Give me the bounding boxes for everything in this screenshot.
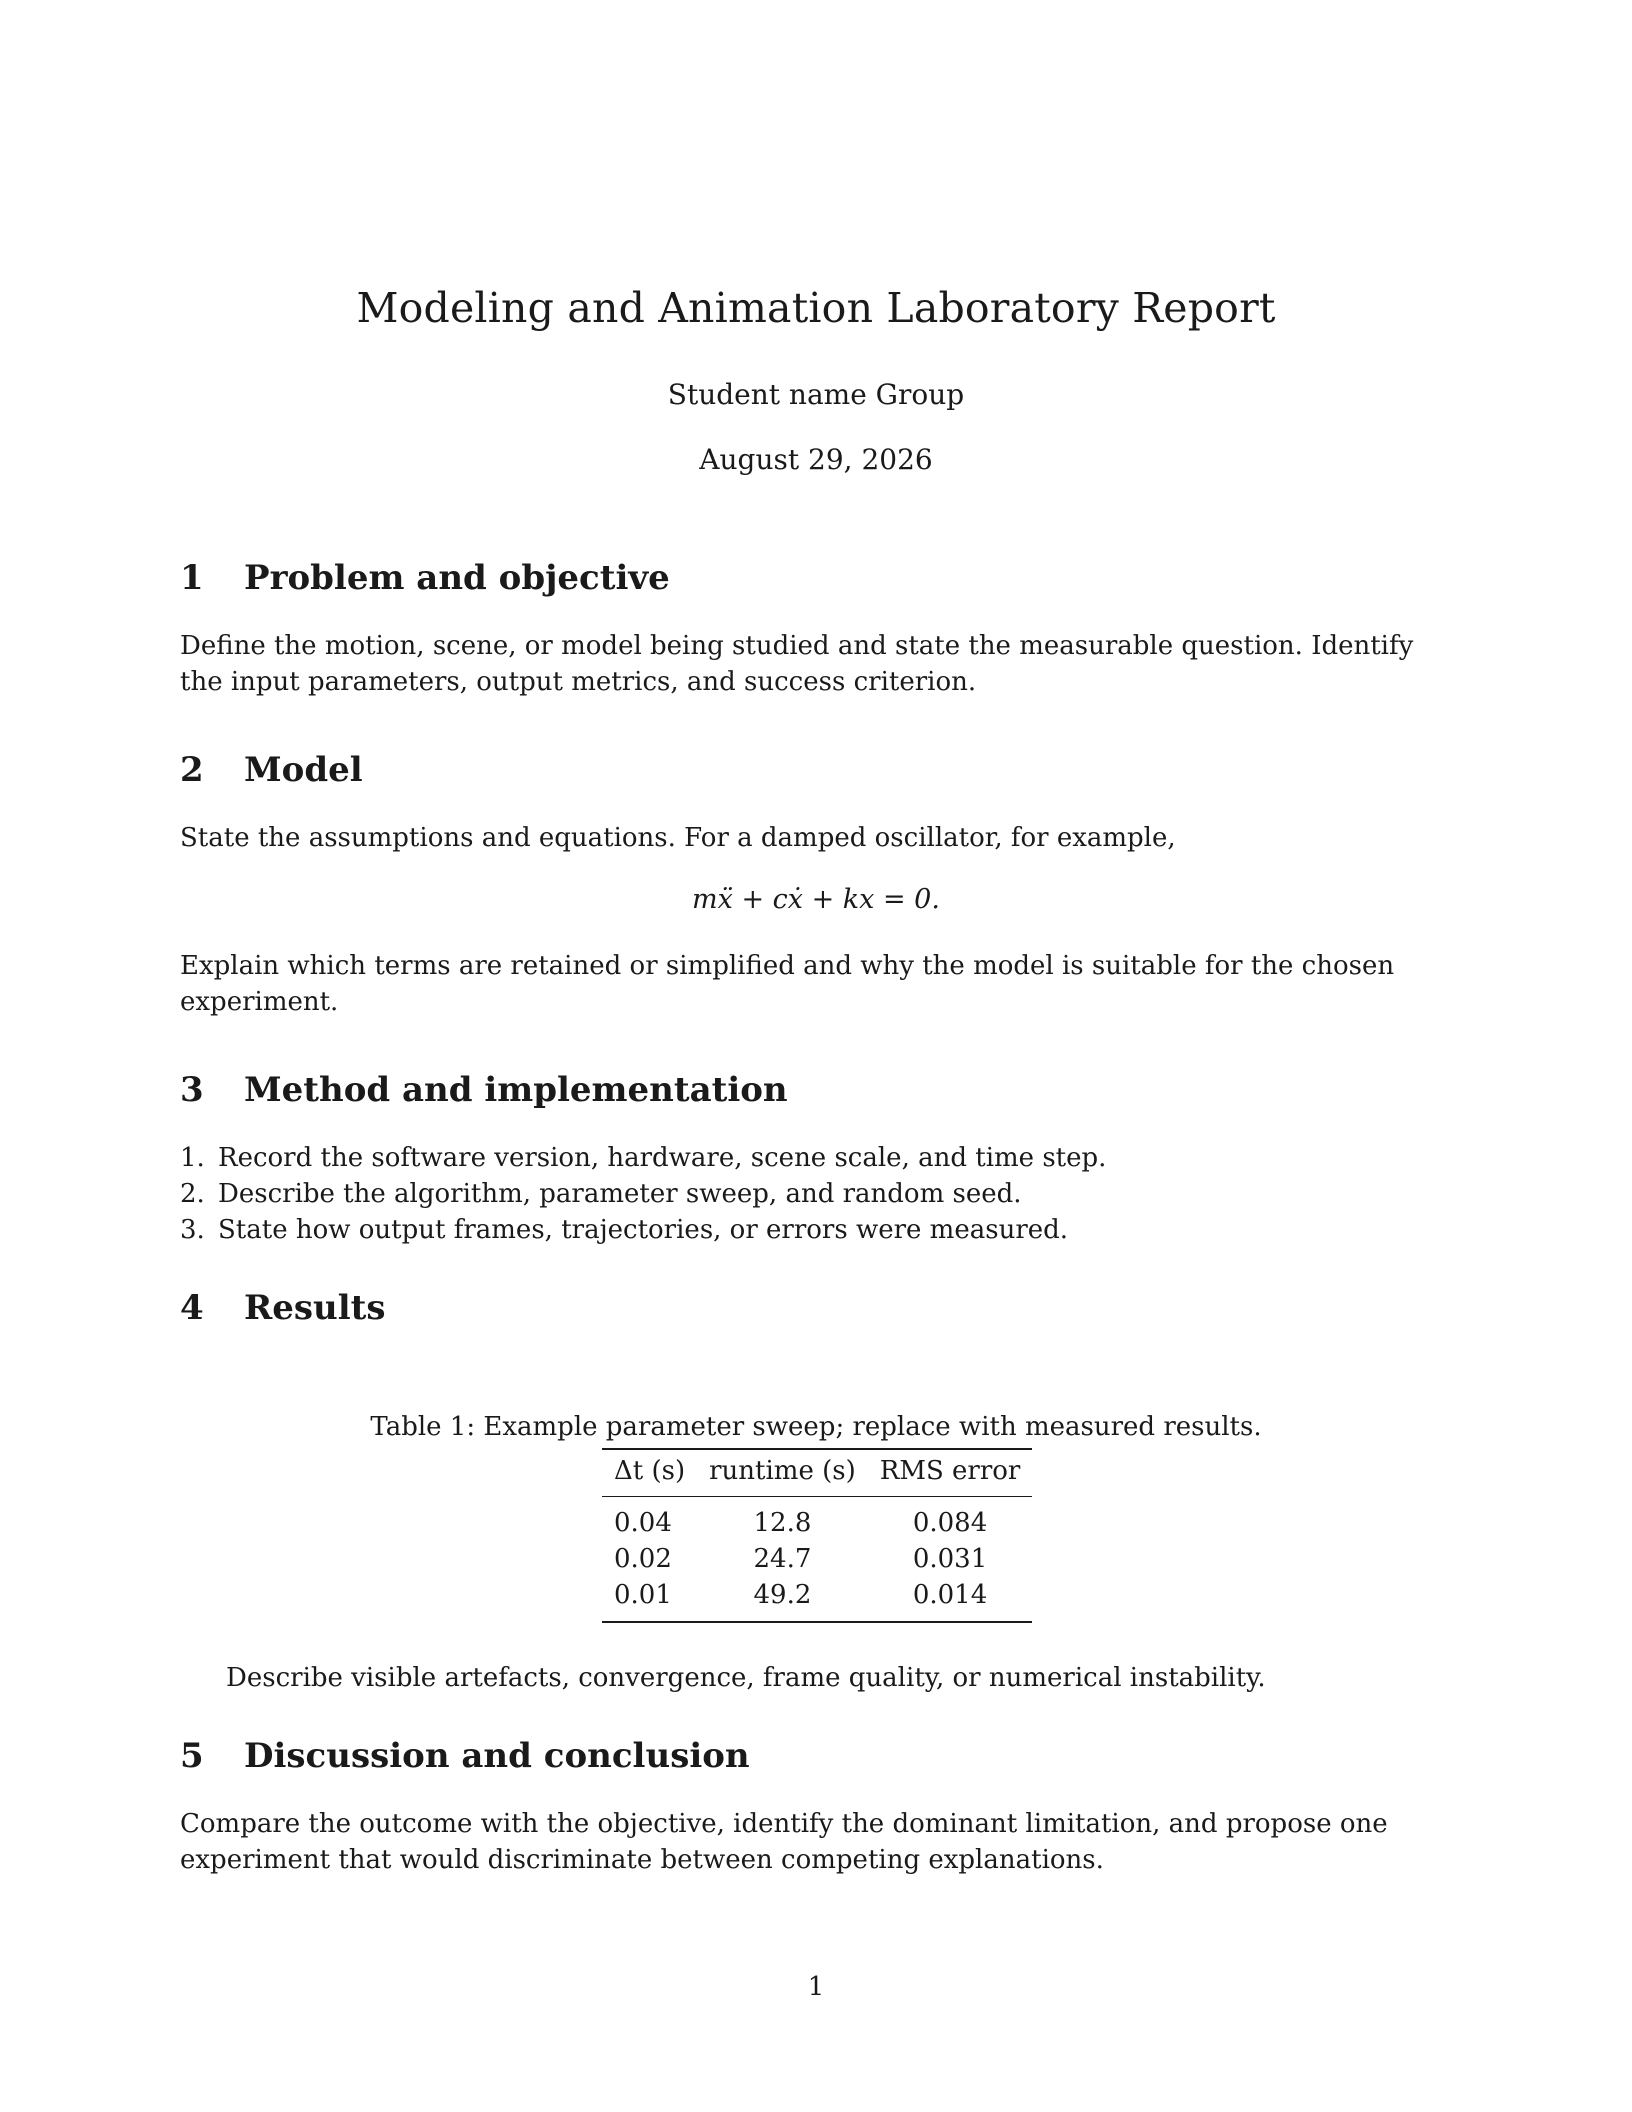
section-title: Method and implementation	[244, 1070, 788, 1110]
table-cell: 12.8	[753, 1508, 812, 1538]
section-title: Discussion and conclusion	[244, 1736, 750, 1776]
section-number: 2	[180, 750, 204, 790]
table-cell: 0.01	[602, 1577, 697, 1622]
section-heading-method	[180, 1070, 788, 1110]
list-item	[180, 1176, 1452, 1212]
table-cell: 0.04	[614, 1508, 672, 1538]
table-cell: 49.2	[697, 1577, 868, 1622]
author-line: Student name Group	[667, 378, 965, 411]
report-date: August 29, 2026	[699, 443, 933, 476]
list-item-text: Describe the algorithm, parameter sweep, and random seed.	[218, 1179, 1022, 1209]
section-number: 4	[180, 1288, 204, 1328]
section-title: Problem and objective	[244, 558, 670, 598]
table-cell: 0.02	[614, 1544, 672, 1574]
section-heading-problem	[180, 558, 670, 598]
table-row	[602, 1497, 1032, 1542]
section-number: 3	[180, 1070, 204, 1110]
list-marker: 3.	[180, 1215, 205, 1245]
table-cell: 0.084	[912, 1508, 988, 1538]
column-header-rms: RMS error	[868, 1449, 1033, 1497]
table-caption: Table 1: Example parameter sweep; replace with measured results.	[370, 1412, 1262, 1442]
section-number: 5	[180, 1736, 204, 1776]
column-header-runtime: runtime (s)	[697, 1449, 868, 1497]
oscillator-equation: mẍ + cẋ + kx = 0.	[692, 884, 940, 915]
table-row	[602, 1577, 1032, 1622]
page-number: 1	[807, 1972, 825, 2002]
list-item	[180, 1140, 1452, 1176]
table-header-row	[602, 1449, 1032, 1497]
column-header-dt: Δt (s)	[602, 1449, 697, 1497]
list-item-text: State how output frames, trajectories, or errors were measured.	[218, 1215, 1069, 1245]
table-row	[602, 1541, 1032, 1577]
table-cell: 0.031	[912, 1544, 988, 1574]
section-title: Results	[244, 1288, 386, 1328]
list-item-text: Record the software version, hardware, scene scale, and time step.	[218, 1143, 1107, 1173]
section-heading-results	[180, 1288, 386, 1328]
table-cell: 0.014	[868, 1577, 1033, 1622]
section-paragraph: Define the motion, scene, or model being studied and state the measurable question. Identify the input parameters, output metrics, and success criterion.	[180, 631, 1414, 697]
parameter-sweep-table	[602, 1448, 1032, 1623]
report-title: Modeling and Animation Laboratory Report	[356, 284, 1276, 332]
section-paragraph: Compare the outcome with the objective, identify the dominant limitation, and propose one experiment that would discriminate between competing explanations.	[180, 1809, 1388, 1875]
section-number: 1	[180, 558, 204, 598]
section-paragraph: State the assumptions and equations. For a damped oscillator, for example,	[180, 823, 1176, 853]
section-paragraph: Explain which terms are retained or simplified and why the model is suitable for the chosen experiment.	[180, 951, 1395, 1017]
list-marker: 1.	[180, 1143, 205, 1173]
table-cell: 24.7	[753, 1544, 812, 1574]
section-paragraph: Describe visible artefacts, convergence, frame quality, or numerical instability.	[226, 1663, 1266, 1693]
method-steps-list	[180, 1140, 1452, 1248]
section-title: Model	[244, 750, 363, 790]
section-heading-discussion	[180, 1736, 750, 1776]
list-marker: 2.	[180, 1179, 205, 1209]
list-item	[180, 1212, 1452, 1248]
section-heading-model	[180, 750, 363, 790]
